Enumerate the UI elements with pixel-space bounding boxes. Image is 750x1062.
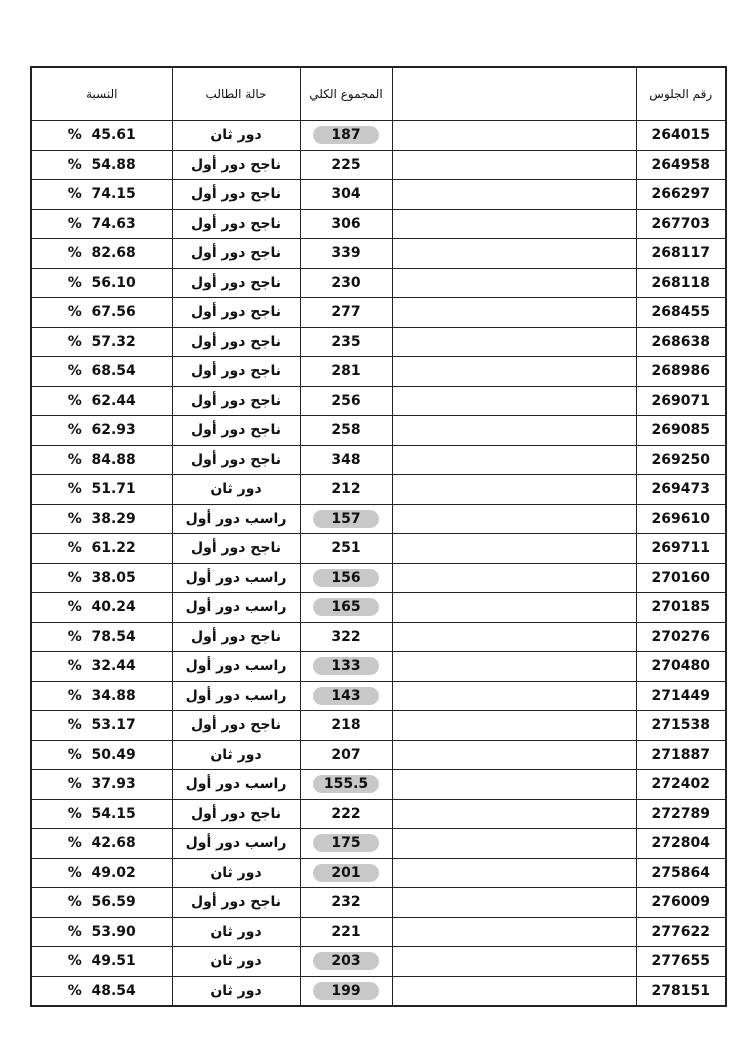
total-cell [300, 622, 392, 652]
total-cell [300, 416, 392, 446]
seat-number-cell: 272804 [636, 829, 726, 859]
table-row [31, 357, 726, 387]
seat-number-cell: 269610 [636, 504, 726, 534]
status-cell: ناجح دور أول [172, 534, 300, 564]
total-value: 306 [331, 215, 361, 232]
percent-sign: % [67, 540, 82, 557]
table-row [31, 445, 726, 475]
status-cell: ناجح دور أول [172, 711, 300, 741]
total-value: 203 [313, 952, 379, 970]
percentage-cell [31, 445, 172, 475]
percentage-value: 37.93 [91, 776, 136, 793]
total-cell [300, 652, 392, 682]
percent-sign: % [67, 392, 82, 409]
percentage-cell [31, 888, 172, 918]
seat-number-cell: 276009 [636, 888, 726, 918]
total-cell [300, 976, 392, 1006]
percent-sign: % [67, 923, 82, 940]
percentage-cell [31, 121, 172, 151]
percentage-value: 62.93 [91, 422, 136, 439]
blank-cell [392, 888, 636, 918]
total-cell [300, 917, 392, 947]
header-row [31, 67, 726, 121]
percentage-cell [31, 770, 172, 800]
percentage-cell [31, 386, 172, 416]
blank-cell [392, 917, 636, 947]
table-row [31, 180, 726, 210]
percent-sign: % [67, 864, 82, 881]
percentage-value: 74.63 [91, 215, 136, 232]
seat-number-cell: 266297 [636, 180, 726, 210]
blank-cell [392, 770, 636, 800]
total-cell [300, 209, 392, 239]
seat-number-cell: 270185 [636, 593, 726, 623]
table-row [31, 386, 726, 416]
header-total: المجموع الكلي [300, 67, 392, 121]
total-value: 235 [331, 333, 361, 350]
total-cell [300, 386, 392, 416]
blank-cell [392, 121, 636, 151]
total-value: 222 [331, 805, 361, 822]
status-cell: راسب دور أول [172, 504, 300, 534]
total-cell [300, 711, 392, 741]
total-value: 199 [313, 982, 379, 1000]
total-cell [300, 799, 392, 829]
blank-cell [392, 357, 636, 387]
percent-sign: % [67, 599, 82, 616]
seat-number-cell: 269071 [636, 386, 726, 416]
total-value: 175 [313, 834, 379, 852]
blank-cell [392, 268, 636, 298]
blank-cell [392, 298, 636, 328]
seat-number-cell: 270276 [636, 622, 726, 652]
status-cell: ناجح دور أول [172, 268, 300, 298]
percentage-value: 32.44 [91, 658, 136, 675]
status-cell: دور ثان [172, 976, 300, 1006]
total-cell [300, 504, 392, 534]
percentage-cell [31, 180, 172, 210]
total-value: 156 [313, 569, 379, 587]
status-cell: ناجح دور أول [172, 327, 300, 357]
percentage-value: 56.10 [91, 274, 136, 291]
seat-number-cell: 270480 [636, 652, 726, 682]
status-cell: ناجح دور أول [172, 888, 300, 918]
total-value: 155.5 [313, 775, 379, 793]
table-row [31, 681, 726, 711]
percentage-value: 68.54 [91, 363, 136, 380]
blank-cell [392, 622, 636, 652]
total-value: 256 [331, 392, 361, 409]
seat-number-cell: 264015 [636, 121, 726, 151]
blank-cell [392, 416, 636, 446]
blank-cell [392, 593, 636, 623]
header-seat-number: رقم الجلوس [636, 67, 726, 121]
total-value: 232 [331, 894, 361, 911]
blank-cell [392, 681, 636, 711]
total-cell [300, 298, 392, 328]
percentage-cell [31, 416, 172, 446]
percentage-value: 38.29 [91, 510, 136, 527]
percentage-value: 74.15 [91, 186, 136, 203]
percentage-cell [31, 947, 172, 977]
total-cell [300, 327, 392, 357]
percentage-cell [31, 622, 172, 652]
seat-number-cell: 272789 [636, 799, 726, 829]
total-value: 165 [313, 598, 379, 616]
percentage-cell [31, 740, 172, 770]
percentage-cell [31, 976, 172, 1006]
percentage-cell [31, 711, 172, 741]
total-value: 207 [331, 746, 361, 763]
status-cell: ناجح دور أول [172, 239, 300, 269]
table-row [31, 829, 726, 859]
percent-sign: % [67, 304, 82, 321]
total-cell [300, 888, 392, 918]
percentage-value: 62.44 [91, 392, 136, 409]
blank-cell [392, 386, 636, 416]
total-cell [300, 858, 392, 888]
status-cell: ناجح دور أول [172, 416, 300, 446]
percent-sign: % [67, 835, 82, 852]
seat-number-cell: 278151 [636, 976, 726, 1006]
table-row [31, 711, 726, 741]
total-cell [300, 180, 392, 210]
percentage-cell [31, 563, 172, 593]
percentage-cell [31, 327, 172, 357]
status-cell: ناجح دور أول [172, 386, 300, 416]
percentage-cell [31, 504, 172, 534]
seat-number-cell: 267703 [636, 209, 726, 239]
seat-number-cell: 271538 [636, 711, 726, 741]
table-row [31, 858, 726, 888]
table-row [31, 504, 726, 534]
header-percentage: النسبة [31, 67, 172, 121]
blank-cell [392, 858, 636, 888]
status-cell: دور ثان [172, 917, 300, 947]
percentage-value: 56.59 [91, 894, 136, 911]
blank-cell [392, 209, 636, 239]
percentage-cell [31, 652, 172, 682]
total-value: 339 [331, 245, 361, 262]
table-row [31, 563, 726, 593]
total-value: 322 [331, 628, 361, 645]
results-body [31, 121, 726, 1007]
total-cell [300, 681, 392, 711]
status-cell: ناجح دور أول [172, 357, 300, 387]
table-row [31, 799, 726, 829]
status-cell: ناجح دور أول [172, 298, 300, 328]
status-cell: راسب دور أول [172, 593, 300, 623]
blank-cell [392, 976, 636, 1006]
percentage-value: 51.71 [91, 481, 136, 498]
status-cell: ناجح دور أول [172, 799, 300, 829]
percentage-cell [31, 475, 172, 505]
table-row [31, 593, 726, 623]
total-value: 348 [331, 451, 361, 468]
percent-sign: % [67, 127, 82, 144]
percentage-cell [31, 917, 172, 947]
status-cell: راسب دور أول [172, 829, 300, 859]
table-row [31, 888, 726, 918]
total-value: 143 [313, 687, 379, 705]
table-row [31, 150, 726, 180]
table-row [31, 268, 726, 298]
table-row [31, 416, 726, 446]
table-row [31, 534, 726, 564]
total-cell [300, 357, 392, 387]
percentage-cell [31, 534, 172, 564]
table-row [31, 652, 726, 682]
seat-number-cell: 268455 [636, 298, 726, 328]
percentage-cell [31, 268, 172, 298]
status-cell: راسب دور أول [172, 563, 300, 593]
percentage-cell [31, 298, 172, 328]
seat-number-cell: 271887 [636, 740, 726, 770]
blank-cell [392, 563, 636, 593]
seat-number-cell: 268117 [636, 239, 726, 269]
seat-number-cell: 269473 [636, 475, 726, 505]
seat-number-cell: 277655 [636, 947, 726, 977]
total-value: 201 [313, 864, 379, 882]
total-cell [300, 740, 392, 770]
total-value: 258 [331, 422, 361, 439]
percent-sign: % [67, 451, 82, 468]
percentage-value: 48.54 [91, 982, 136, 999]
table-row [31, 298, 726, 328]
status-cell: دور ثان [172, 475, 300, 505]
percentage-cell [31, 150, 172, 180]
total-cell [300, 475, 392, 505]
percentage-value: 42.68 [91, 835, 136, 852]
percentage-value: 40.24 [91, 599, 136, 616]
table-row [31, 622, 726, 652]
table-row [31, 209, 726, 239]
table-row [31, 239, 726, 269]
blank-cell [392, 829, 636, 859]
percent-sign: % [67, 569, 82, 586]
total-cell [300, 121, 392, 151]
blank-cell [392, 327, 636, 357]
seat-number-cell: 268118 [636, 268, 726, 298]
total-value: 230 [331, 274, 361, 291]
blank-cell [392, 947, 636, 977]
status-cell: راسب دور أول [172, 770, 300, 800]
percent-sign: % [67, 156, 82, 173]
percentage-cell [31, 593, 172, 623]
percentage-cell [31, 829, 172, 859]
status-cell: ناجح دور أول [172, 622, 300, 652]
percent-sign: % [67, 953, 82, 970]
percentage-value: 54.88 [91, 156, 136, 173]
seat-number-cell: 269085 [636, 416, 726, 446]
blank-cell [392, 711, 636, 741]
total-cell [300, 563, 392, 593]
percent-sign: % [67, 687, 82, 704]
total-cell [300, 445, 392, 475]
percentage-value: 84.88 [91, 451, 136, 468]
percentage-value: 78.54 [91, 628, 136, 645]
total-cell [300, 829, 392, 859]
seat-number-cell: 269250 [636, 445, 726, 475]
total-value: 304 [331, 186, 361, 203]
percentage-value: 67.56 [91, 304, 136, 321]
status-cell: دور ثان [172, 947, 300, 977]
status-cell: ناجح دور أول [172, 445, 300, 475]
total-value: 218 [331, 717, 361, 734]
blank-cell [392, 475, 636, 505]
header-status: حالة الطالب [172, 67, 300, 121]
percentage-value: 34.88 [91, 687, 136, 704]
percent-sign: % [67, 333, 82, 350]
percent-sign: % [67, 982, 82, 999]
percentage-value: 57.32 [91, 333, 136, 350]
blank-cell [392, 799, 636, 829]
percent-sign: % [67, 215, 82, 232]
blank-cell [392, 740, 636, 770]
blank-cell [392, 180, 636, 210]
total-value: 281 [331, 363, 361, 380]
total-cell [300, 770, 392, 800]
table-row [31, 327, 726, 357]
percentage-value: 50.49 [91, 746, 136, 763]
seat-number-cell: 268986 [636, 357, 726, 387]
percentage-cell [31, 357, 172, 387]
seat-number-cell: 268638 [636, 327, 726, 357]
total-cell [300, 593, 392, 623]
total-cell [300, 268, 392, 298]
seat-number-cell: 277622 [636, 917, 726, 947]
status-cell: دور ثان [172, 858, 300, 888]
status-cell: ناجح دور أول [172, 209, 300, 239]
table-row [31, 917, 726, 947]
percentage-value: 61.22 [91, 540, 136, 557]
status-cell: راسب دور أول [172, 652, 300, 682]
total-value: 225 [331, 156, 361, 173]
total-cell [300, 534, 392, 564]
seat-number-cell: 272402 [636, 770, 726, 800]
percent-sign: % [67, 776, 82, 793]
table-row [31, 947, 726, 977]
status-cell: دور ثان [172, 121, 300, 151]
percent-sign: % [67, 363, 82, 380]
seat-number-cell: 264958 [636, 150, 726, 180]
percent-sign: % [67, 186, 82, 203]
seat-number-cell: 269711 [636, 534, 726, 564]
total-cell [300, 150, 392, 180]
percent-sign: % [67, 717, 82, 734]
seat-number-cell: 271449 [636, 681, 726, 711]
percent-sign: % [67, 274, 82, 291]
percentage-value: 49.02 [91, 864, 136, 881]
total-value: 221 [331, 923, 361, 940]
status-cell: ناجح دور أول [172, 180, 300, 210]
status-cell: ناجح دور أول [172, 150, 300, 180]
percentage-value: 82.68 [91, 245, 136, 262]
percent-sign: % [67, 481, 82, 498]
blank-cell [392, 150, 636, 180]
percentage-cell [31, 681, 172, 711]
percentage-value: 53.17 [91, 717, 136, 734]
total-value: 212 [331, 481, 361, 498]
blank-cell [392, 239, 636, 269]
percentage-value: 38.05 [91, 569, 136, 586]
total-cell [300, 239, 392, 269]
blank-cell [392, 504, 636, 534]
table-row [31, 121, 726, 151]
percent-sign: % [67, 805, 82, 822]
percent-sign: % [67, 422, 82, 439]
percentage-cell [31, 858, 172, 888]
blank-cell [392, 534, 636, 564]
percentage-cell [31, 239, 172, 269]
percentage-value: 53.90 [91, 923, 136, 940]
table-row [31, 475, 726, 505]
seat-number-cell: 270160 [636, 563, 726, 593]
total-value: 187 [313, 126, 379, 144]
status-cell: دور ثان [172, 740, 300, 770]
percentage-cell [31, 799, 172, 829]
table-row [31, 976, 726, 1006]
total-cell [300, 947, 392, 977]
percentage-cell [31, 209, 172, 239]
blank-cell [392, 652, 636, 682]
status-cell: راسب دور أول [172, 681, 300, 711]
percentage-value: 45.61 [91, 127, 136, 144]
percentage-value: 54.15 [91, 805, 136, 822]
percent-sign: % [67, 510, 82, 527]
total-value: 157 [313, 510, 379, 528]
blank-cell [392, 445, 636, 475]
table-row [31, 740, 726, 770]
table-row [31, 770, 726, 800]
percent-sign: % [67, 658, 82, 675]
percentage-value: 49.51 [91, 953, 136, 970]
seat-number-cell: 275864 [636, 858, 726, 888]
percent-sign: % [67, 746, 82, 763]
percent-sign: % [67, 894, 82, 911]
total-value: 277 [331, 304, 361, 321]
percent-sign: % [67, 245, 82, 262]
percent-sign: % [67, 628, 82, 645]
total-value: 251 [331, 540, 361, 557]
results-table [30, 66, 727, 1007]
header-blank [392, 67, 636, 121]
total-value: 133 [313, 657, 379, 675]
